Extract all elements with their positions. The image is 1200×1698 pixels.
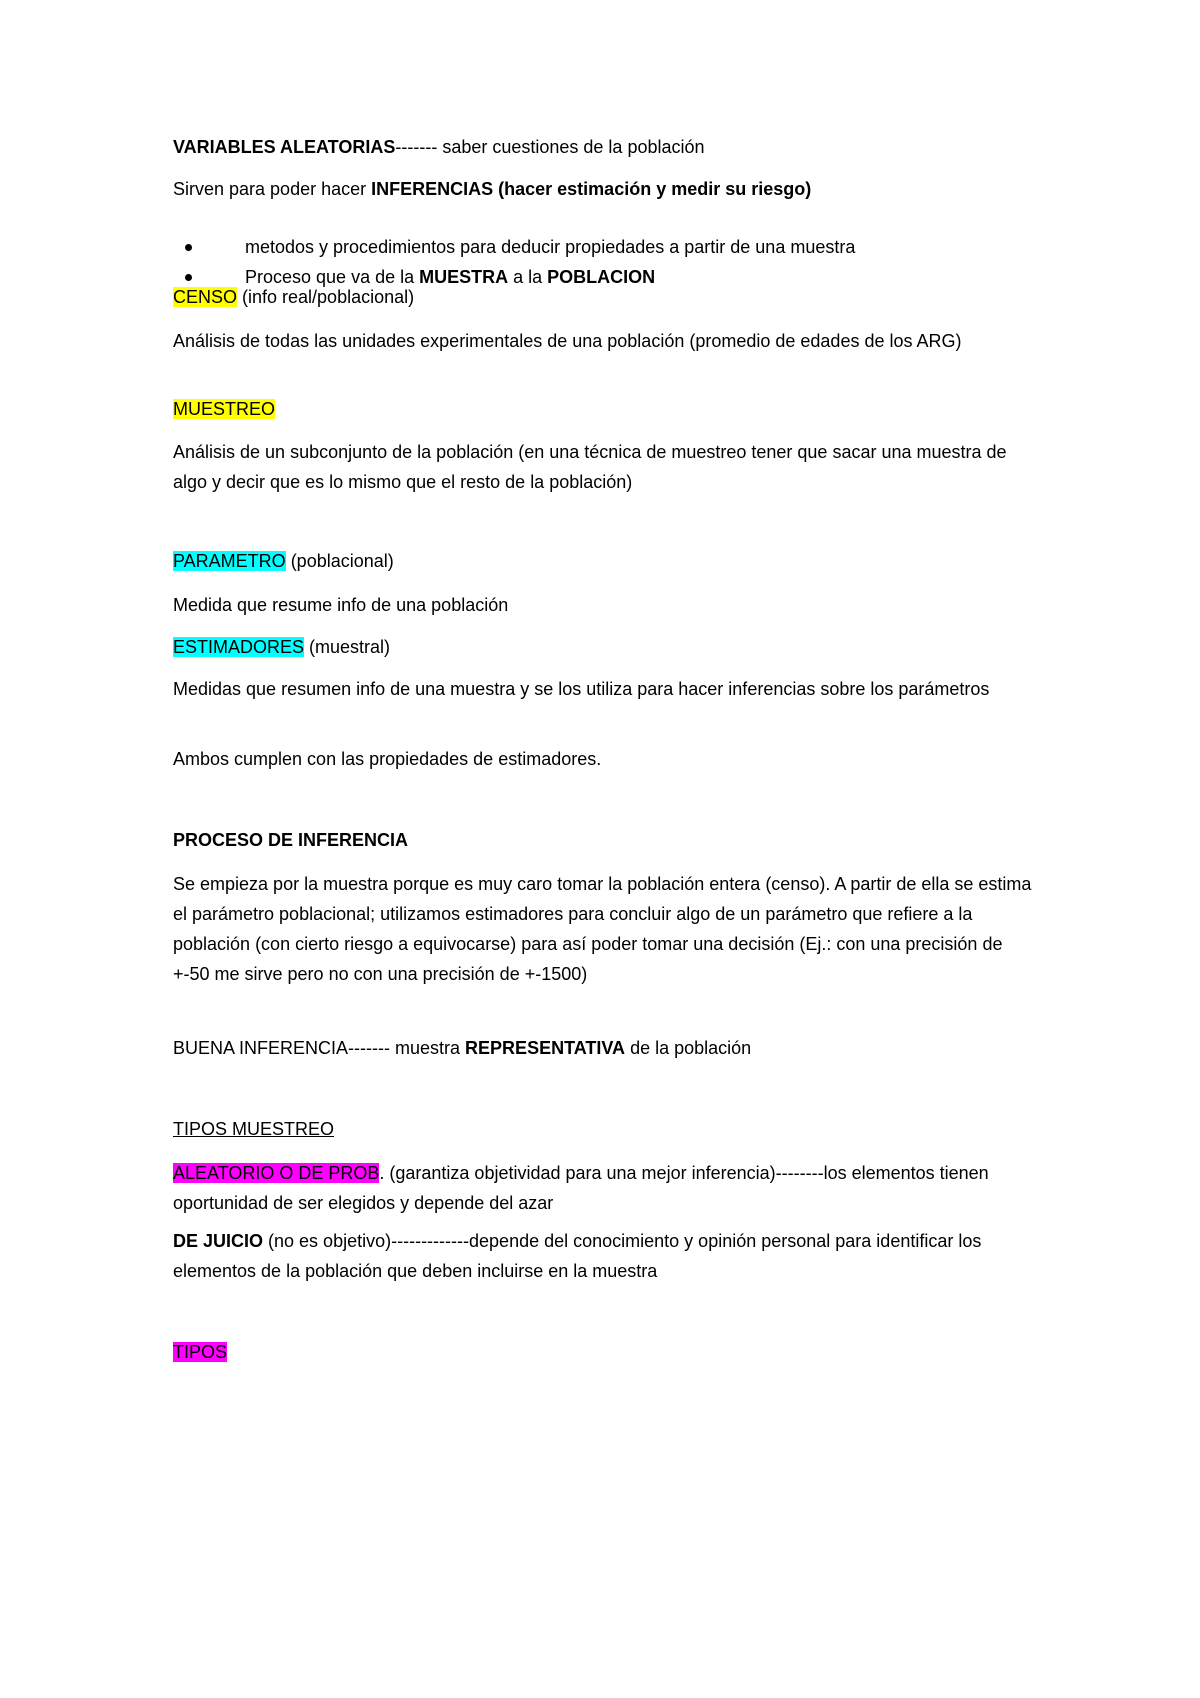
muestreo-heading bbox=[173, 394, 1043, 424]
proceso-title: PROCESO DE INFERENCIA bbox=[173, 830, 409, 850]
proceso-heading bbox=[173, 825, 1043, 855]
tipos-muestreo-heading bbox=[173, 1114, 1043, 1144]
buena-inferencia-paragraph bbox=[173, 1033, 1043, 1063]
parametro-description: Medida que resume info de una población bbox=[173, 595, 509, 615]
censo-rest: (info real/poblacional) bbox=[237, 287, 415, 307]
muestreo-description: Análisis de un subconjunto de la población (en una técnica de muestreo tener que sacar una muestra de algo y decir que es lo mismo que el resto de la población) bbox=[173, 442, 1007, 492]
parametro-highlight: PARAMETRO bbox=[173, 551, 286, 571]
estimadores-highlight: ESTIMADORES bbox=[173, 637, 305, 657]
juicio-bold: DE JUICIO bbox=[173, 1231, 264, 1251]
sirven-bold: INFERENCIAS (hacer estimación y medir su riesgo) bbox=[371, 179, 812, 199]
proceso-description: Se empieza por la muestra porque es muy caro tomar la población entera (censo). A partir de ella se estima el parámetro poblacional; utilizamos estimadores para concluir algo de un parámetro que refiere a la población (con cierto riesgo a equivocarse) para así poder tomar una decisión (Ej.: con una precisión de +-50 me sirve pero no con una precisión de +-1500) bbox=[173, 874, 1032, 984]
ambos-paragraph: Ambos cumplen con las propiedades de estimadores. bbox=[173, 749, 602, 769]
tipos-heading bbox=[173, 1337, 1043, 1367]
sirven-paragraph bbox=[173, 174, 1043, 204]
list-item bbox=[173, 232, 855, 262]
list-item-text: a la bbox=[508, 267, 548, 287]
tipos-muestreo-label: TIPOS MUESTREO bbox=[173, 1119, 335, 1139]
buena-text: muestra bbox=[390, 1038, 466, 1058]
juicio-paragraph bbox=[173, 1226, 1043, 1286]
estimadores-description: Medidas que resumen info de una muestra y se los utiliza para hacer inferencias sobre los parámetros bbox=[173, 679, 990, 699]
aleatorio-rest: . (garantiza objetividad para una mejor inferencia)--------los elementos tienen oportunidad de ser elegidos y depende del azar bbox=[173, 1163, 989, 1213]
list-item-text: metodos y procedimientos para deducir propiedades a partir de una muestra bbox=[245, 237, 856, 257]
sirven-text: Sirven para poder hacer bbox=[173, 179, 372, 199]
censo-heading bbox=[173, 282, 1043, 312]
aleatorio-highlight: ALEATORIO O DE PROB bbox=[173, 1163, 380, 1183]
muestreo-highlight: MUESTREO bbox=[173, 399, 276, 419]
juicio-rest: (no es objetivo)-------------depende del conocimiento y opinión personal para identificar los elementos de la población que deben incluirse en la muestra bbox=[173, 1231, 982, 1281]
bullet-icon bbox=[185, 274, 192, 281]
parametro-heading bbox=[173, 546, 1043, 576]
heading-variables-aleatorias bbox=[173, 132, 1043, 162]
buena-text: de la población bbox=[625, 1038, 752, 1058]
estimadores-heading bbox=[173, 632, 1043, 662]
aleatorio-paragraph bbox=[173, 1158, 1043, 1218]
list-item-text: Proceso que va de la bbox=[245, 267, 420, 287]
heading-dashes: ------- bbox=[395, 137, 438, 157]
parametro-rest: (poblacional) bbox=[285, 551, 394, 571]
buena-dashes: ------- bbox=[348, 1038, 391, 1058]
censo-highlight: CENSO bbox=[173, 287, 238, 307]
list-item-bold: POBLACION bbox=[547, 267, 656, 287]
heading-bold: VARIABLES ALEATORIAS bbox=[173, 137, 396, 157]
censo-description: Análisis de todas las unidades experimentales de una población (promedio de edades de los ARG) bbox=[173, 331, 962, 351]
estimadores-rest: (muestral) bbox=[304, 637, 391, 657]
buena-bold: REPRESENTATIVA bbox=[465, 1038, 626, 1058]
bullet-icon bbox=[185, 244, 192, 251]
buena-text: BUENA INFERENCIA bbox=[173, 1038, 349, 1058]
heading-rest: saber cuestiones de la población bbox=[437, 137, 705, 157]
list-item-bold: MUESTRA bbox=[419, 267, 509, 287]
tipos-highlight: TIPOS bbox=[173, 1342, 228, 1362]
